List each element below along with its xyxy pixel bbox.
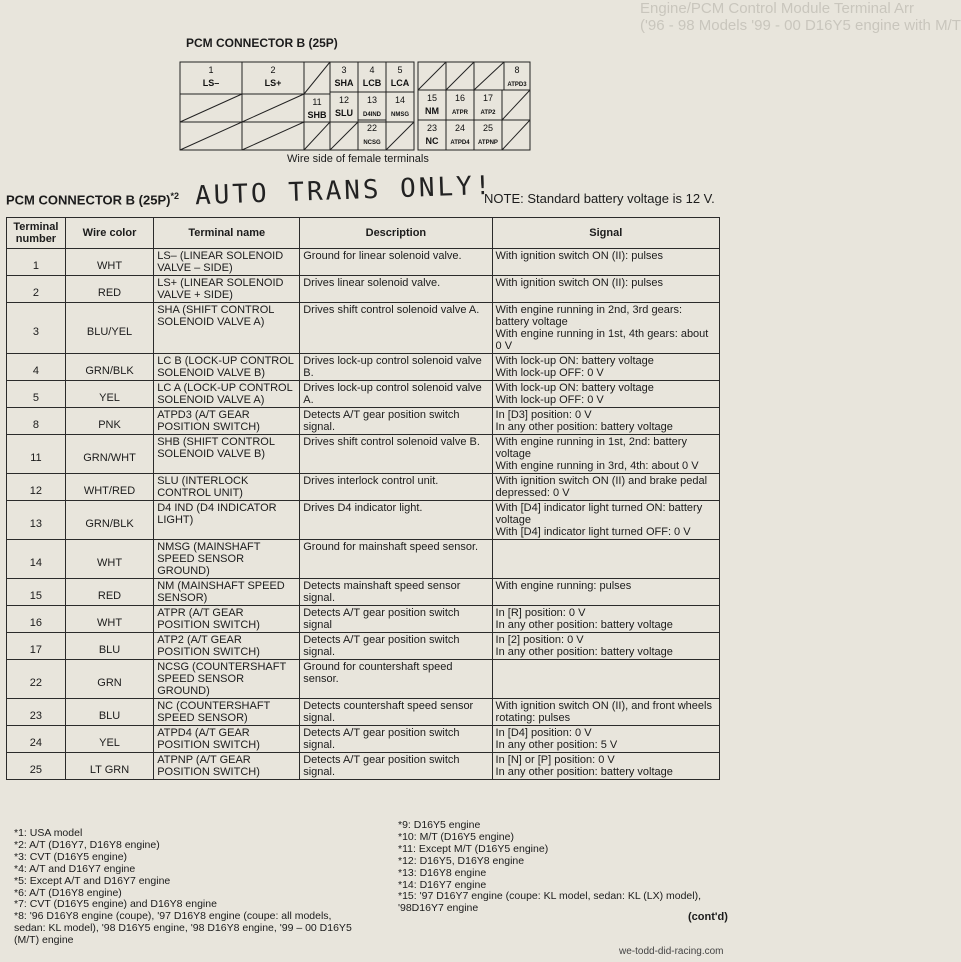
pin-number: 8 <box>514 65 520 75</box>
description-cell: Detects A/T gear position switch signal. <box>300 633 492 660</box>
pin-label: ATPD3 <box>507 82 527 88</box>
footnote: *7: CVT (D16Y5 engine) and D16Y8 engine <box>14 898 217 911</box>
pin-number: 17 <box>482 93 494 103</box>
footnote: *2: A/T (D16Y7, D16Y8 engine) <box>14 838 160 851</box>
description-cell: Detects countershaft speed sensor signal. <box>300 699 492 726</box>
terminal-number-cell: 15 <box>7 579 66 606</box>
description-cell: Ground for linear solenoid valve. <box>300 249 492 276</box>
terminal-name-cell: ATPD3 (A/T GEAR POSITION SWITCH) <box>154 408 300 435</box>
battery-note: NOTE: Standard battery voltage is 12 V. <box>484 191 715 206</box>
terminal-name-cell: NCSG (COUNTERSHAFT SPEED SENSOR GROUND) <box>154 660 300 699</box>
table-row <box>7 435 720 474</box>
pin-number: 5 <box>397 65 403 75</box>
pin-label: LCB <box>362 78 382 88</box>
signal-cell: With engine running in 1st, 2nd: battery voltage With engine running in 3rd, 4th: about 0 V <box>492 435 719 474</box>
wire-color-cell: RED <box>65 276 153 303</box>
description-cell: Drives shift control solenoid valve B. <box>300 435 492 474</box>
pin-label: LS+ <box>264 78 282 88</box>
pin-label: NMSG <box>391 112 409 118</box>
pin-label: ATP2 <box>480 110 496 116</box>
footnote: *6: A/T (D16Y8 engine) <box>14 886 122 899</box>
wire-color-cell: PNK <box>65 408 153 435</box>
pin-number: 16 <box>454 93 466 103</box>
terminal-number-cell: 22 <box>7 660 66 699</box>
pin-number: 25 <box>482 123 494 133</box>
signal-cell: With lock-up ON: battery voltage With lock-up OFF: 0 V <box>492 381 719 408</box>
signal-cell: With ignition switch ON (II), and front wheels rotating: pulses <box>492 699 719 726</box>
footnote: *9: D16Y5 engine <box>398 819 481 831</box>
continued-label: (cont'd) <box>688 911 728 923</box>
terminal-number-cell: 24 <box>7 726 66 753</box>
description-cell: Drives interlock control unit. <box>300 474 492 501</box>
description-cell: Drives D4 indicator light. <box>300 501 492 540</box>
terminal-number-cell: 12 <box>7 474 66 501</box>
terminal-name-cell: D4 IND (D4 INDICATOR LIGHT) <box>154 501 300 540</box>
pin-label: LS– <box>202 78 220 88</box>
terminal-name-cell: ATPD4 (A/T GEAR POSITION SWITCH) <box>154 726 300 753</box>
signal-cell: In [R] position: 0 V In any other position: battery voltage <box>492 606 719 633</box>
footnote: *11: Except M/T (D16Y5 engine) <box>398 842 549 855</box>
header-description: Description <box>300 218 492 249</box>
footnote: *1: USA model <box>14 827 83 839</box>
table-row <box>7 726 720 753</box>
table-row <box>7 699 720 726</box>
empty-pin-slash <box>304 62 330 94</box>
pin-label: NC <box>425 136 439 146</box>
signal-cell: With lock-up ON: battery voltage With lock-up OFF: 0 V <box>492 354 719 381</box>
description-cell: Detects A/T gear position switch signal. <box>300 753 492 780</box>
signal-cell: In [2] position: 0 V In any other position: battery voltage <box>492 633 719 660</box>
table-row <box>7 753 720 780</box>
wire-color-cell: YEL <box>65 726 153 753</box>
table-row <box>7 354 720 381</box>
footnote: *13: D16Y8 engine <box>398 866 487 879</box>
signal-cell <box>492 540 719 579</box>
empty-pin-slash <box>180 122 242 150</box>
wire-color-cell: YEL <box>65 381 153 408</box>
table-row <box>7 660 720 699</box>
terminal-name-cell: SLU (INTERLOCK CONTROL UNIT) <box>154 474 300 501</box>
empty-pin-slash <box>386 122 414 150</box>
footnote: *8: '96 D16Y8 engine (coupe), '97 D16Y8 engine (coupe: all models, sedan: KL model), '98 D16Y5 engine, '98 D16Y8 engine, '99 – 00 D16Y5 (M/T) engine <box>14 910 352 947</box>
table-row <box>7 474 720 501</box>
faded-header-line: Engine/PCM Control Module Terminal Arr ('96 - 98 Models '99 - 00 D16Y5 engine with M/T <box>640 0 961 34</box>
description-cell: Ground for countershaft speed sensor. <box>300 660 492 699</box>
table-row <box>7 633 720 660</box>
terminal-number-cell: 25 <box>7 753 66 780</box>
wire-color-cell: GRN/BLK <box>65 501 153 540</box>
description-cell: Drives lock-up control solenoid valve B. <box>300 354 492 381</box>
pin-number: 24 <box>454 123 466 133</box>
table-title-text: PCM CONNECTOR B (25P) <box>6 192 171 208</box>
signal-cell: With engine running: pulses <box>492 579 719 606</box>
wire-color-cell: WHT <box>65 606 153 633</box>
signal-cell: With engine running in 2nd, 3rd gears: battery voltage With engine running in 1st, 4th gears: about 0 V <box>492 303 719 354</box>
header-wire-color: Wire color <box>65 218 153 249</box>
terminal-name-cell: LC A (LOCK-UP CONTROL SOLENOID VALVE A) <box>154 381 300 408</box>
empty-pin-slash <box>418 62 446 90</box>
wire-color-cell: BLU <box>65 633 153 660</box>
pin-label: D4IND <box>362 112 382 118</box>
pin-label: NM <box>425 106 439 116</box>
pin-label: LCA <box>390 78 410 88</box>
website-watermark: we-todd-did-racing.com <box>619 946 724 957</box>
terminal-name-cell: ATPR (A/T GEAR POSITION SWITCH) <box>154 606 300 633</box>
terminal-number-cell: 14 <box>7 540 66 579</box>
table-row <box>7 579 720 606</box>
footnote: *15: '97 D16Y7 engine (coupe: KL model, sedan: KL (LX) model), '98D16Y7 engine <box>398 890 701 915</box>
table-header-row <box>7 218 720 249</box>
description-cell: Drives linear solenoid valve. <box>300 276 492 303</box>
terminal-name-cell: NC (COUNTERSHAFT SPEED SENSOR) <box>154 699 300 726</box>
description-cell: Ground for mainshaft speed sensor. <box>300 540 492 579</box>
table-row <box>7 606 720 633</box>
wire-color-cell: WHT <box>65 540 153 579</box>
terminal-name-cell: ATP2 (A/T GEAR POSITION SWITCH) <box>154 633 300 660</box>
terminal-name-cell: SHB (SHIFT CONTROL SOLENOID VALVE B) <box>154 435 300 474</box>
footnotes-right <box>398 820 738 915</box>
wire-color-cell: GRN <box>65 660 153 699</box>
terminal-number-cell: 8 <box>7 408 66 435</box>
wire-color-cell: BLU/YEL <box>65 303 153 354</box>
description-cell: Drives lock-up control solenoid valve A. <box>300 381 492 408</box>
connector-caption: Wire side of female terminals <box>287 153 429 165</box>
pin-label: SLU <box>335 108 353 118</box>
empty-pin-slash <box>242 94 304 122</box>
table-row <box>7 381 720 408</box>
wire-color-cell: WHT/RED <box>65 474 153 501</box>
terminal-number-cell: 5 <box>7 381 66 408</box>
pin-number: 2 <box>270 65 276 75</box>
table-row <box>7 276 720 303</box>
connector-diagram <box>180 58 530 152</box>
table-row <box>7 540 720 579</box>
signal-cell: With ignition switch ON (II): pulses <box>492 249 719 276</box>
footnote: *4: A/T and D16Y7 engine <box>14 862 136 875</box>
description-cell: Drives shift control solenoid valve A. <box>300 303 492 354</box>
footnote: *10: M/T (D16Y5 engine) <box>398 830 514 843</box>
description-cell: Detects A/T gear position switch signal. <box>300 408 492 435</box>
pin-label: ATPD4 <box>450 140 470 146</box>
footnote: *12: D16Y5, D16Y8 engine <box>398 854 525 867</box>
pin-number: 22 <box>366 123 378 133</box>
terminal-number-cell: 4 <box>7 354 66 381</box>
faded-header-text <box>640 0 961 40</box>
pin-number: 13 <box>366 95 378 105</box>
pin-label: SHA <box>334 78 354 88</box>
empty-pin-slash <box>502 120 530 150</box>
empty-pin-slash <box>242 122 304 150</box>
footnote: *3: CVT (D16Y5 engine) <box>14 850 128 863</box>
table-row <box>7 408 720 435</box>
pin-number: 15 <box>426 93 438 103</box>
wire-color-cell: BLU <box>65 699 153 726</box>
wire-color-cell: LT GRN <box>65 753 153 780</box>
terminal-name-cell: LC B (LOCK-UP CONTROL SOLENOID VALVE B) <box>154 354 300 381</box>
pin-label: SHB <box>307 110 327 120</box>
wire-color-cell: WHT <box>65 249 153 276</box>
wire-color-cell: GRN/WHT <box>65 435 153 474</box>
empty-pin-slash <box>474 62 504 90</box>
terminal-name-cell: ATPNP (A/T GEAR POSITION SWITCH) <box>154 753 300 780</box>
terminal-number-cell: 11 <box>7 435 66 474</box>
terminal-number-cell: 23 <box>7 699 66 726</box>
empty-pin-slash <box>304 122 330 150</box>
description-cell: Detects A/T gear position switch signal. <box>300 726 492 753</box>
footnote: *5: Except A/T and D16Y7 engine <box>14 874 171 887</box>
terminal-name-cell: LS– (LINEAR SOLENOID VALVE – SIDE) <box>154 249 300 276</box>
signal-cell: In [D3] position: 0 V In any other position: battery voltage <box>492 408 719 435</box>
pin-table <box>6 217 720 780</box>
pin-number: 23 <box>426 123 438 133</box>
signal-cell: With ignition switch ON (II): pulses <box>492 276 719 303</box>
description-cell: Detects mainshaft speed sensor signal. <box>300 579 492 606</box>
table-title-footnote: *2 <box>170 191 179 201</box>
table-row <box>7 501 720 540</box>
connector-title: PCM CONNECTOR B (25P) <box>186 36 338 50</box>
terminal-number-cell: 17 <box>7 633 66 660</box>
terminal-number-cell: 2 <box>7 276 66 303</box>
terminal-name-cell: NM (MAINSHAFT SPEED SENSOR) <box>154 579 300 606</box>
pin-number: 12 <box>338 95 350 105</box>
pin-number: 1 <box>208 65 214 75</box>
signal-cell: In [N] or [P] position: 0 V In any other position: battery voltage <box>492 753 719 780</box>
handwritten-note: AUTO TRANS ONLY! <box>194 170 494 212</box>
terminal-number-cell: 1 <box>7 249 66 276</box>
terminal-name-cell: SHA (SHIFT CONTROL SOLENOID VALVE A) <box>154 303 300 354</box>
header-terminal-number: Terminal number <box>7 218 66 249</box>
empty-pin-slash <box>330 122 358 150</box>
pin-number: 3 <box>341 65 347 75</box>
terminal-number-cell: 16 <box>7 606 66 633</box>
table-row <box>7 249 720 276</box>
terminal-name-cell: LS+ (LINEAR SOLENOID VALVE + SIDE) <box>154 276 300 303</box>
wire-color-cell: GRN/BLK <box>65 354 153 381</box>
terminal-name-cell: NMSG (MAINSHAFT SPEED SENSOR GROUND) <box>154 540 300 579</box>
description-cell: Detects A/T gear position switch signal <box>300 606 492 633</box>
footnotes-left <box>14 828 359 947</box>
pin-label: NCSG <box>363 140 381 146</box>
pin-number: 11 <box>312 97 322 107</box>
footnote: *14: D16Y7 engine <box>398 878 487 891</box>
table-row <box>7 303 720 354</box>
terminal-number-cell: 3 <box>7 303 66 354</box>
pin-label: ATPNP <box>478 140 498 146</box>
signal-cell <box>492 660 719 699</box>
signal-cell: With ignition switch ON (II) and brake pedal depressed: 0 V <box>492 474 719 501</box>
empty-pin-slash <box>502 90 530 120</box>
pin-number: 4 <box>369 65 375 75</box>
signal-cell: With [D4] indicator light turned ON: battery voltage With [D4] indicator light turned OFF: 0 V <box>492 501 719 540</box>
empty-pin-slash <box>180 94 242 122</box>
signal-cell: In [D4] position: 0 V In any other position: 5 V <box>492 726 719 753</box>
pin-label: ATPR <box>452 110 468 116</box>
pin-number: 14 <box>394 95 406 105</box>
empty-pin-slash <box>446 62 474 90</box>
table-title <box>6 191 179 207</box>
header-signal: Signal <box>492 218 719 249</box>
terminal-number-cell: 13 <box>7 501 66 540</box>
wire-color-cell: RED <box>65 579 153 606</box>
header-terminal-name: Terminal name <box>154 218 300 249</box>
